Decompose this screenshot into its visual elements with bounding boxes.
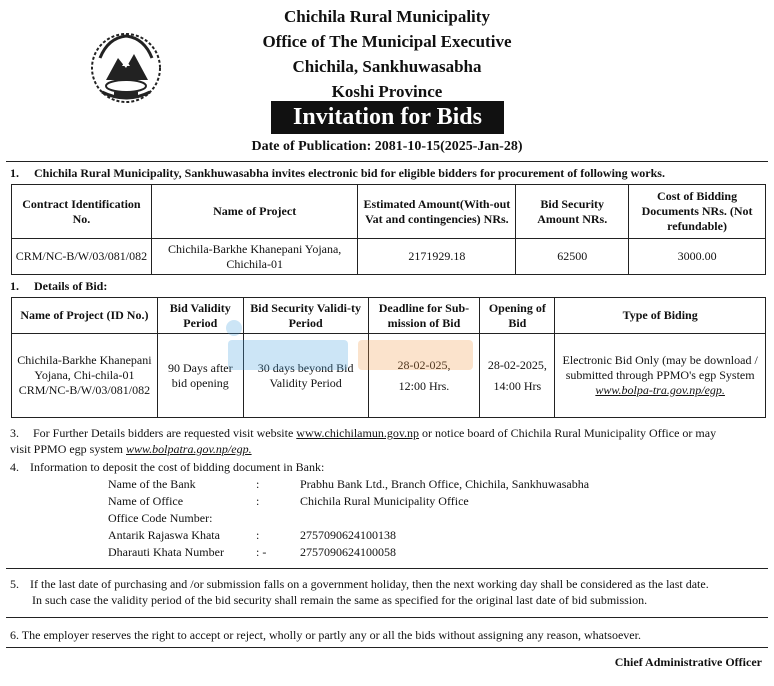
bank-value: 2757090624100138 bbox=[300, 528, 396, 542]
column-header: Bid Security Amount NRs. bbox=[516, 185, 629, 239]
bank-row bbox=[108, 493, 589, 510]
bank-value: Chichila Rural Municipality Office bbox=[300, 494, 469, 508]
municipality-website-link[interactable]: www.chichilamun.gov.np bbox=[296, 426, 420, 440]
column-header: Bid Validity Period bbox=[157, 298, 243, 334]
deadline-cell bbox=[368, 334, 480, 418]
table-cell: Chichila-Barkhe Khanepani Yojana, Chichila-01 bbox=[151, 239, 358, 275]
bank-value: 2757090624100058 bbox=[300, 545, 396, 559]
bank-details bbox=[108, 476, 589, 561]
province-name: Koshi Province bbox=[331, 82, 443, 101]
section-number: 1. bbox=[10, 166, 19, 180]
table-cell: 3000.00 bbox=[629, 239, 766, 275]
signatory-title: Chief Administrative Officer bbox=[614, 655, 762, 669]
bank-colon bbox=[256, 510, 300, 527]
security-validity-cell: 30 days beyond Bid Validity Period bbox=[243, 334, 368, 418]
divider bbox=[6, 161, 768, 162]
paragraph-number: 4. bbox=[10, 460, 19, 474]
procurement-table bbox=[11, 184, 766, 275]
bid-type-cell bbox=[555, 334, 766, 418]
bank-colon: : - bbox=[256, 545, 267, 559]
section-2-text: Details of Bid: bbox=[34, 279, 108, 293]
para5-line2: In such case the validity period of the bid security shall remain the same as specified for the original last date of bid submission. bbox=[32, 593, 648, 607]
column-header: Cost of Bidding Documents NRs. (Not refundable) bbox=[629, 185, 766, 239]
bank-label: Dharauti Khata Number bbox=[108, 545, 224, 559]
paragraph-number: 3. bbox=[10, 426, 19, 440]
bolpatra-link[interactable]: www.bolpatra.gov.np/egp. bbox=[126, 442, 252, 456]
deadline-date: 28-02-025, bbox=[397, 357, 451, 372]
column-header: Deadline for Sub-mission of Bid bbox=[368, 298, 480, 334]
section-1-text: Chichila Rural Municipality, Sankhuwasabha invites electronic bid for eligible bidders for procurement of following works. bbox=[34, 166, 665, 180]
opening-date: 28-02-2025, bbox=[487, 357, 547, 372]
validity-cell: 90 Days after bid opening bbox=[157, 334, 243, 418]
section-number: 1. bbox=[10, 279, 19, 293]
column-header: Name of Project bbox=[151, 185, 358, 239]
bank-colon: : bbox=[256, 494, 260, 508]
paragraph-number: 6. bbox=[10, 628, 19, 642]
opening-time: 14:00 Hrs bbox=[493, 378, 542, 393]
deadline-time: 12:00 Hrs. bbox=[398, 378, 450, 393]
section-1-heading bbox=[10, 166, 665, 181]
bank-row bbox=[108, 476, 589, 493]
paragraph-number: 5. bbox=[10, 577, 19, 591]
paragraph-5 bbox=[10, 576, 764, 608]
para4-text: Information to deposit the cost of bidding document in Bank: bbox=[30, 460, 325, 474]
column-header: Type of Biding bbox=[555, 298, 766, 334]
bid-details-table bbox=[11, 297, 766, 418]
paragraph-6 bbox=[10, 627, 641, 643]
column-header: Estimated Amount(With-out Vat and contingencies) NRs. bbox=[358, 185, 516, 239]
municipality-name: Chichila Rural Municipality bbox=[284, 7, 490, 26]
para3-text-c: visit PPMO egp system bbox=[10, 442, 124, 456]
column-header: Opening of Bid bbox=[480, 298, 555, 334]
office-location: Chichila, Sankhuwasabha bbox=[292, 57, 482, 76]
table-cell: 62500 bbox=[516, 239, 629, 275]
para3-text-b: or notice board of Chichila Rural Municipality Office or may bbox=[422, 426, 717, 440]
para3-text-a: For Further Details bidders are requested visit website bbox=[33, 426, 294, 440]
publication-date: Date of Publication: 2081-10-15(2025-Jan-28) bbox=[251, 139, 523, 154]
project-cell: Chichila-Barkhe Khanepani Yojana, Chi-chila-01 CRM/NC-B/W/03/081/082 bbox=[12, 334, 158, 418]
bank-colon: : bbox=[256, 477, 260, 491]
table-cell: CRM/NC-B/W/03/081/082 bbox=[12, 239, 152, 275]
section-2-heading bbox=[10, 279, 107, 294]
column-header: Name of Project (ID No.) bbox=[12, 298, 158, 334]
bank-row bbox=[108, 510, 589, 527]
bank-label: Name of Office bbox=[108, 494, 184, 508]
bank-row bbox=[108, 544, 589, 561]
office-name: Office of The Municipal Executive bbox=[262, 32, 512, 51]
bid-type-text: Electronic Bid Only (may be download / submitted through PPMO's egp System bbox=[562, 353, 758, 382]
egp-link[interactable]: www.bolpa-tra.gov.np/egp. bbox=[595, 383, 725, 397]
bank-colon: : bbox=[256, 528, 260, 542]
para6-text: The employer reserves the right to accept or reject, wholly or partly any or all the bids without assigning any reason, whatsoever. bbox=[21, 628, 641, 642]
para5-line1: If the last date of purchasing and /or submission falls on a government holiday, then the next working day shall be considered as the last date. bbox=[30, 577, 709, 591]
document-title: Invitation for Bids bbox=[271, 101, 504, 134]
nepal-emblem-icon bbox=[86, 28, 166, 108]
divider bbox=[6, 568, 768, 569]
divider bbox=[6, 617, 768, 618]
bank-label: Name of the Bank bbox=[108, 477, 196, 491]
column-header: Bid Security Validi-ty Period bbox=[243, 298, 368, 334]
bank-value: Prabhu Bank Ltd., Branch Office, Chichila, Sankhuwasabha bbox=[300, 477, 590, 491]
bank-row bbox=[108, 527, 589, 544]
paragraph-4 bbox=[10, 459, 324, 475]
bank-label: Antarik Rajaswa Khata bbox=[108, 528, 220, 542]
table-cell: 2171929.18 bbox=[358, 239, 516, 275]
opening-cell bbox=[480, 334, 555, 418]
paragraph-3 bbox=[10, 425, 762, 457]
bank-label: Office Code Number: bbox=[108, 511, 213, 525]
column-header: Contract Identification No. bbox=[12, 185, 152, 239]
divider bbox=[6, 647, 768, 648]
